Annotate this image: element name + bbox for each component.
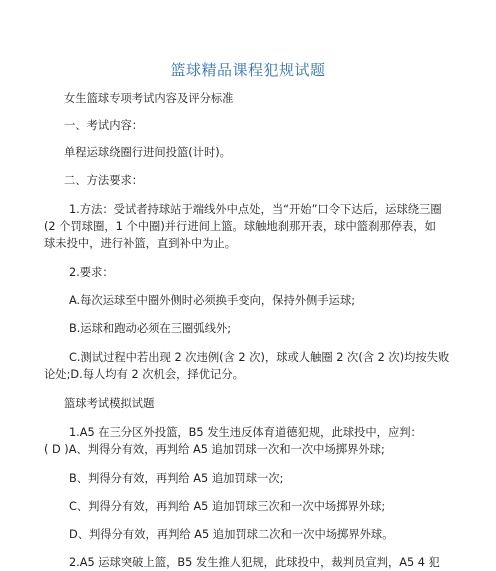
method-paragraph-line-2: (2 个罚球圈，1 个中圈)并行进间上篮。球触地刹那开表，球中篮刹那停表，如 <box>44 220 436 233</box>
section-subtitle: 女生篮球专项考试内容及评分标准 <box>64 92 234 105</box>
requirement-b: B.运球和跑动必须在三圈弧线外; <box>69 322 232 335</box>
mock-exam-heading: 篮球考试模拟试题 <box>64 397 155 410</box>
exam-content-text: 单程运球绕圈行进间投篮(计时)。 <box>64 146 231 159</box>
question-1-option-d: D、判得分有效，再判给 A5 追加罚球二次和一次中场掷界外球。 <box>69 528 394 541</box>
requirement-a: A.每次运球至中圈外侧时必须换手变向，保持外侧手运球; <box>69 294 356 307</box>
question-1-option-a: ( D )A、判得分有效，再判给 A5 追加罚球一次和一次中场掷界外球; <box>44 443 385 456</box>
document-title: 篮球精品课程犯规试题 <box>170 61 326 79</box>
requirement-c-line-2: 论处;D.每人均有 2 次机会，择优记分。 <box>44 368 244 381</box>
question-1-option-b: B、判得分有效，再判给 A5 追加罚球一次; <box>69 472 284 485</box>
question-1-option-c: C、判得分有效，再判给 A5 追加罚球三次和一次中场掷界外球; <box>69 500 386 513</box>
heading-method-requirements: 二、方法要求： <box>64 174 144 187</box>
method-paragraph-line-1: 1.方法：受试者持球站于端线外中点处，当“开始”口令下达后，运球绕三圈 <box>69 203 442 216</box>
method-paragraph-line-3: 球未投中，进行补篮，直到补中为止。 <box>44 237 237 250</box>
question-2-partial-line: 2.A5 运球突破上篮，B5 发生推人犯规，此球投中，裁判员宣判，A5 4 犯 <box>69 556 440 569</box>
question-1-line-1: 1.A5 在三分区外投篮，B5 发生违反体育道德犯规，此球投中，应判： <box>69 426 422 439</box>
requirements-heading: 2.要求： <box>69 266 114 279</box>
heading-exam-content: 一、考试内容： <box>64 119 144 132</box>
requirement-c-line-1: C.测试过程中若出现 2 次违例(含 2 次)，球或人触圈 2 次(含 2 次)均按失败 <box>69 351 450 364</box>
